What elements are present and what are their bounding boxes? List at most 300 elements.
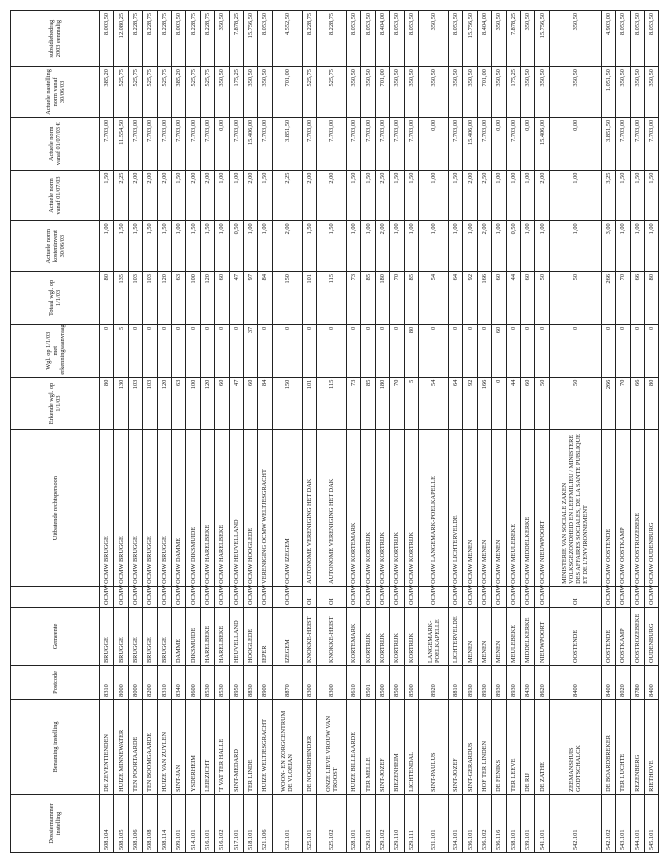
cell-gem: KORTRIJK — [390, 607, 404, 665]
cell-ben: REZENBERG — [630, 699, 644, 794]
cell-uit: OCMW MENEN — [477, 430, 491, 586]
cell-n4: 525,75 — [114, 67, 128, 118]
cell-n1: 1,00 — [258, 221, 272, 272]
cell-uit: OCMW OOSTROZEBEKE — [630, 430, 644, 586]
cell-n2: 1,50 — [100, 170, 114, 221]
cell-n2: 1,50 — [630, 170, 644, 221]
cell-t: OCMW — [128, 586, 142, 607]
cell-pc: 8610 — [347, 666, 361, 700]
cell-n3: 7.703,00 — [616, 117, 630, 170]
cell-n2: 1,00 — [549, 170, 601, 221]
cell-pc: 8900 — [258, 666, 272, 700]
column-header: subsidiebedrag 2003 eenmalig — [11, 11, 100, 67]
cell-gem: MIDDELKERKE — [520, 607, 534, 665]
cell-n4: 350,50 — [404, 67, 418, 118]
cell-ben: YSDERHEIM — [186, 699, 200, 794]
cell-t: OCMW — [143, 586, 157, 607]
cell-ben: LICHTENDAL — [404, 699, 418, 794]
cell-n4: 1.051,50 — [601, 67, 615, 118]
table-row — [449, 11, 463, 853]
cell-n1: 1,50 — [157, 221, 171, 272]
cell-ben: TER LINDE — [243, 699, 257, 794]
cell-n4: 350,50 — [243, 67, 257, 118]
cell-tot: 266 — [601, 272, 615, 325]
cell-t: OCMW — [361, 586, 375, 607]
cell-erk: 130 — [114, 377, 128, 430]
cell-wgl: 5 — [114, 324, 128, 377]
cell-ben: 'T VAT TER HALLE — [215, 699, 229, 794]
column-header: Actuele norm kosteninvent 30/06/03 — [11, 221, 100, 272]
cell-n1: 1,00 — [419, 221, 449, 272]
cell-dos: 542.101 — [549, 794, 601, 852]
cell-gem: KNOKKE-HEIST — [302, 607, 316, 665]
cell-gem: OOSTENDE — [601, 607, 615, 665]
cell-t: OCMW — [463, 586, 477, 607]
table-row — [492, 11, 506, 853]
cell-dos: 525.101 — [302, 794, 316, 852]
cell-n1: 2,00 — [272, 221, 302, 272]
cell-ben: HOF TER LINDEN — [477, 699, 491, 794]
cell-t: OCMW — [229, 586, 243, 607]
cell-wgl: 0 — [419, 324, 449, 377]
cell-tot: 150 — [272, 272, 302, 325]
table-row — [644, 11, 658, 853]
cell-n3: 7.703,00 — [157, 117, 171, 170]
cell-t: OCMW — [390, 586, 404, 607]
cell-gem: OOSTKAMP — [616, 607, 630, 665]
cell-erk: 44 — [506, 377, 520, 430]
cell-wgl: 0 — [347, 324, 361, 377]
cell-n1: 1,00 — [171, 221, 185, 272]
cell-gem: IEPER — [258, 607, 272, 665]
cell-pc: 8000 — [114, 666, 128, 700]
cell-n3: 7.703,00 — [630, 117, 644, 170]
cell-n3: 7.703,00 — [229, 117, 243, 170]
cell-gem: HARELBEKE — [200, 607, 214, 665]
cell-n1: 3,00 — [601, 221, 615, 272]
cell-n4: 350,50 — [535, 67, 549, 118]
cell-tot: 85 — [361, 272, 375, 325]
cell-n2: 3,25 — [601, 170, 615, 221]
cell-n4: 350,50 — [644, 67, 658, 118]
cell-n2: 1,00 — [492, 170, 506, 221]
cell-tot: 80 — [644, 272, 658, 325]
cell-t: OI — [317, 586, 347, 607]
cell-wgl: 0 — [506, 324, 520, 377]
table-row — [601, 11, 615, 853]
cell-n2: 2,25 — [114, 170, 128, 221]
cell-dos: 514.101 — [186, 794, 200, 852]
table-row — [302, 11, 316, 853]
cell-wgl: 0 — [317, 324, 347, 377]
cell-ben: HUIZE MINNEWATER — [114, 699, 128, 794]
cell-gem: OOSTROZEBEKE — [630, 607, 644, 665]
cell-dos: 538.101 — [506, 794, 520, 852]
cell-dos: 508.104 — [100, 794, 114, 852]
cell-erk: 103 — [128, 377, 142, 430]
table-row — [404, 11, 418, 853]
cell-n3: 15.406,00 — [463, 117, 477, 170]
cell-n2: 2,00 — [143, 170, 157, 221]
cell-n2: 1,50 — [347, 170, 361, 221]
cell-gem: KORTRIJK — [361, 607, 375, 665]
cell-gem: MENEN — [463, 607, 477, 665]
cell-n4: 701,00 — [477, 67, 491, 118]
cell-n4: 350,50 — [419, 67, 449, 118]
cell-n1: 1,00 — [520, 221, 534, 272]
cell-dos: 517.101 — [229, 794, 243, 852]
cell-gem: HARELBEKE — [215, 607, 229, 665]
cell-n2: 1,50 — [361, 170, 375, 221]
cell-t: OI — [302, 586, 316, 607]
cell-tot: 63 — [171, 272, 185, 325]
table-row — [361, 11, 375, 853]
cell-uit: OCMW HARELBEKE — [215, 430, 229, 586]
cell-n4: 350,50 — [630, 67, 644, 118]
cell-n4: 525,75 — [302, 67, 316, 118]
cell-sub: 4.552,50 — [272, 11, 302, 67]
cell-erk: 85 — [361, 377, 375, 430]
cell-n2: 2,00 — [463, 170, 477, 221]
cell-dos: 541.101 — [535, 794, 549, 852]
cell-uit: OCMW HOOGLEDE — [243, 430, 257, 586]
cell-n1: 1,50 — [143, 221, 157, 272]
cell-ben: TEN BOOMGAARDE — [143, 699, 157, 794]
cell-n1: 1,50 — [186, 221, 200, 272]
cell-t: OCMW — [419, 586, 449, 607]
cell-sub: 4.903,00 — [601, 11, 615, 67]
cell-erk: 54 — [419, 377, 449, 430]
cell-n4: 525,75 — [143, 67, 157, 118]
table-row — [157, 11, 171, 853]
cell-erk: 115 — [317, 377, 347, 430]
table-row — [229, 11, 243, 853]
cell-t: OCMW — [492, 586, 506, 607]
cell-ben: SINT-MEDARD — [229, 699, 243, 794]
cell-pc: 8920 — [419, 666, 449, 700]
cell-gem: IZEGEM — [272, 607, 302, 665]
cell-tot: 64 — [449, 272, 463, 325]
cell-n3: 11.554,50 — [114, 117, 128, 170]
cell-ben: DE RIJ — [520, 699, 534, 794]
cell-tot: 103 — [143, 272, 157, 325]
cell-sub: 8.053,50 — [630, 11, 644, 67]
cell-uit: OCMW BRUGGE — [114, 430, 128, 586]
cell-uit: AUTONOME VERENIGING HET DAK — [302, 430, 316, 586]
cell-tot: 84 — [258, 272, 272, 325]
cell-n1: 1,50 — [200, 221, 214, 272]
cell-n2: 1,50 — [404, 170, 418, 221]
cell-pc: 8430 — [520, 666, 534, 700]
cell-gem: LANGEMARK-POELKAPELLE — [419, 607, 449, 665]
cell-dos: 518.101 — [243, 794, 257, 852]
table-row — [243, 11, 257, 853]
cell-pc: 8310 — [100, 666, 114, 700]
cell-n3: 7.703,00 — [258, 117, 272, 170]
cell-dos: 521.106 — [258, 794, 272, 852]
cell-n1: 1,00 — [492, 221, 506, 272]
cell-n2: 1,00 — [506, 170, 520, 221]
cell-dos: 509.101 — [171, 794, 185, 852]
cell-n1: 1,50 — [302, 221, 316, 272]
cell-sub: 8.228,75 — [317, 11, 347, 67]
cell-dos: 536.101 — [463, 794, 477, 852]
cell-pc: 8200 — [143, 666, 157, 700]
cell-erk: 103 — [143, 377, 157, 430]
table-row — [258, 11, 272, 853]
cell-wgl: 0 — [100, 324, 114, 377]
cell-n2: 1,50 — [449, 170, 463, 221]
cell-t: OCMW — [630, 586, 644, 607]
cell-uit: OCMW MEULEBEKE — [506, 430, 520, 586]
cell-gem: MENEN — [492, 607, 506, 665]
cell-sub: 8.228,75 — [143, 11, 157, 67]
cell-sub: 8.003,50 — [100, 11, 114, 67]
cell-dos: 544.101 — [630, 794, 644, 852]
cell-gem: HEUVELLAND — [229, 607, 243, 665]
cell-n2: 2,00 — [535, 170, 549, 221]
cell-tot: 54 — [419, 272, 449, 325]
cell-ben: DE ZATHE — [535, 699, 549, 794]
cell-erk: 120 — [200, 377, 214, 430]
cell-wgl: 0 — [361, 324, 375, 377]
table-row — [520, 11, 534, 853]
cell-n2: 2,00 — [302, 170, 316, 221]
cell-uit: OCMW BRUGGE — [143, 430, 157, 586]
column-header: Uitbatende rechtspersoon — [11, 430, 100, 586]
table-row — [128, 11, 142, 853]
cell-t: OCMW — [506, 586, 520, 607]
cell-gem: BRUGGE — [100, 607, 114, 665]
cell-sub: 15.756,50 — [535, 11, 549, 67]
cell-gem: BRUGGE — [157, 607, 171, 665]
cell-n4: 525,75 — [128, 67, 142, 118]
cell-wgl: 0 — [630, 324, 644, 377]
table-row — [215, 11, 229, 853]
cell-pc: 8400 — [601, 666, 615, 700]
cell-erk: 266 — [601, 377, 615, 430]
cell-erk: 101 — [302, 377, 316, 430]
cell-pc: 8870 — [272, 666, 302, 700]
cell-n3: 7.703,00 — [302, 117, 316, 170]
cell-t: OCMW — [258, 586, 272, 607]
column-header — [11, 586, 100, 607]
cell-n3: 7.703,00 — [390, 117, 404, 170]
cell-pc: 8400 — [644, 666, 658, 700]
cell-sub: 8.053,50 — [644, 11, 658, 67]
cell-gem: KNOKKE-HEIST — [317, 607, 347, 665]
cell-tot: 50 — [535, 272, 549, 325]
cell-gem: HOOGLEDE — [243, 607, 257, 665]
cell-t: OCMW — [100, 586, 114, 607]
cell-n3: 0,00 — [419, 117, 449, 170]
cell-erk: 100 — [186, 377, 200, 430]
cell-sub: 15.756,50 — [243, 11, 257, 67]
cell-sub: 8.228,75 — [128, 11, 142, 67]
table-row — [171, 11, 185, 853]
cell-tot: 66 — [630, 272, 644, 325]
cell-pc: 8020 — [616, 666, 630, 700]
table-row — [200, 11, 214, 853]
cell-n4: 701,00 — [375, 67, 389, 118]
cell-pc: 8500 — [404, 666, 418, 700]
cell-n1: 1,00 — [347, 221, 361, 272]
cell-sub: 8.228,75 — [200, 11, 214, 67]
cell-n2: 1,00 — [520, 170, 534, 221]
cell-n1: 1,00 — [644, 221, 658, 272]
cell-t: OCMW — [520, 586, 534, 607]
table-row — [143, 11, 157, 853]
cell-tot: 166 — [477, 272, 491, 325]
cell-n4: 175,25 — [229, 67, 243, 118]
cell-pc: 8340 — [171, 666, 185, 700]
cell-ben: HUIZE WELTJESGRACHT — [258, 699, 272, 794]
column-header: Postcode — [11, 666, 100, 700]
cell-n1: 1,00 — [630, 221, 644, 272]
cell-n3: 7.703,00 — [171, 117, 185, 170]
cell-dos: 516.101 — [200, 794, 214, 852]
cell-erk: 50 — [535, 377, 549, 430]
cell-t: OCMW — [601, 586, 615, 607]
column-header: Dossiernummer instelling — [11, 794, 100, 852]
cell-n1: 1,50 — [114, 221, 128, 272]
cell-erk: 120 — [157, 377, 171, 430]
table-row — [100, 11, 114, 853]
cell-pc: 8530 — [215, 666, 229, 700]
cell-pc: 8530 — [200, 666, 214, 700]
cell-sub: 8.404,00 — [477, 11, 491, 67]
cell-tot: 135 — [114, 272, 128, 325]
cell-tot: 120 — [200, 272, 214, 325]
cell-n3: 0,00 — [520, 117, 534, 170]
cell-ben: TEN POORTAARDE — [128, 699, 142, 794]
cell-n1: 2,00 — [477, 221, 491, 272]
cell-wgl: 0 — [229, 324, 243, 377]
cell-ben: TER LEEVE — [506, 699, 520, 794]
cell-dos: 531.101 — [419, 794, 449, 852]
cell-uit: AUTONOME VERENIGING HET DAK — [317, 430, 347, 586]
cell-t: OI — [549, 586, 601, 607]
cell-pc: 8500 — [390, 666, 404, 700]
cell-n1: 1,00 — [463, 221, 477, 272]
cell-uit: OCMW BRUGGE — [128, 430, 142, 586]
cell-sub: 350,50 — [492, 11, 506, 67]
column-header: Erkende wgl. op 1/1/03 — [11, 377, 100, 430]
cell-erk: 70 — [616, 377, 630, 430]
cell-pc: 8930 — [506, 666, 520, 700]
cell-n3: 15.406,00 — [243, 117, 257, 170]
cell-erk: 80 — [100, 377, 114, 430]
cell-pc: 8810 — [449, 666, 463, 700]
cell-n3: 7.703,00 — [347, 117, 361, 170]
cell-ben: DE NOORDHINDER — [302, 699, 316, 794]
table-body — [100, 11, 659, 853]
table-row — [535, 11, 549, 853]
cell-dos: 543.101 — [616, 794, 630, 852]
cell-gem: BRUGGE — [143, 607, 157, 665]
cell-uit: OCMW DIKSMUIDE — [186, 430, 200, 586]
cell-sub: 8.404,00 — [375, 11, 389, 67]
cell-n3: 7.703,00 — [477, 117, 491, 170]
cell-sub: 8.053,50 — [361, 11, 375, 67]
cell-n2: 1,50 — [390, 170, 404, 221]
cell-ben: HUIZE BILLEAARDE — [347, 699, 361, 794]
cell-gem: NIEUWPOORT — [535, 607, 549, 665]
cell-n3: 0,00 — [492, 117, 506, 170]
cell-t: OCMW — [157, 586, 171, 607]
cell-n1: 0,50 — [229, 221, 243, 272]
cell-uit: OCMW OOSTENDE — [601, 430, 615, 586]
cell-uit: VERENIGING OCMW WELTJESGRACHT — [258, 430, 272, 586]
cell-n2: 2,50 — [477, 170, 491, 221]
cell-n3: 7.703,00 — [143, 117, 157, 170]
cell-tot: 180 — [375, 272, 389, 325]
cell-n3: 7.703,00 — [404, 117, 418, 170]
table-row — [419, 11, 449, 853]
cell-wgl: 0 — [520, 324, 534, 377]
cell-n1: 1,00 — [215, 221, 229, 272]
cell-t: OCMW — [616, 586, 630, 607]
column-header: Wgl. op 1/1/03 met erkenningsaanvraag — [11, 324, 100, 377]
cell-tot: 70 — [390, 272, 404, 325]
cell-tot: 101 — [302, 272, 316, 325]
cell-ben: SINT-JOZEF — [449, 699, 463, 794]
cell-pc: 8930 — [492, 666, 506, 700]
table-row — [506, 11, 520, 853]
cell-erk: 0 — [492, 377, 506, 430]
cell-tot: 80 — [100, 272, 114, 325]
cell-n2: 1,50 — [644, 170, 658, 221]
cell-wgl: 0 — [449, 324, 463, 377]
cell-erk: 47 — [229, 377, 243, 430]
cell-tot: 44 — [506, 272, 520, 325]
cell-n4: 525,75 — [200, 67, 214, 118]
cell-t: OCMW — [272, 586, 302, 607]
cell-wgl: 0 — [549, 324, 601, 377]
cell-t: OCMW — [186, 586, 200, 607]
table-row — [317, 11, 347, 853]
cell-wgl: 0 — [200, 324, 214, 377]
cell-tot: 115 — [317, 272, 347, 325]
cell-n2: 2,00 — [243, 170, 257, 221]
cell-t: OCMW — [404, 586, 418, 607]
cell-dos: 516.102 — [215, 794, 229, 852]
cell-dos: 536.116 — [492, 794, 506, 852]
cell-erk: 92 — [463, 377, 477, 430]
cell-wgl: 80 — [404, 324, 418, 377]
cell-uit: OCMW BRUGGE — [100, 430, 114, 586]
cell-uit: OCMW BRUGGE — [157, 430, 171, 586]
cell-uit: OCMW MENEN — [492, 430, 506, 586]
cell-sub: 350,50 — [419, 11, 449, 67]
table-row — [549, 11, 601, 853]
cell-wgl: 0 — [535, 324, 549, 377]
cell-wgl: 0 — [157, 324, 171, 377]
cell-ben: WOON- EN ZORGCENTRUM DE VLOEIAN — [272, 699, 302, 794]
cell-wgl: 0 — [463, 324, 477, 377]
cell-sub: 8.053,50 — [449, 11, 463, 67]
cell-n3: 0,00 — [215, 117, 229, 170]
cell-sub: 8.228,75 — [302, 11, 316, 67]
cell-n3: 7.703,00 — [100, 117, 114, 170]
cell-t: OCMW — [215, 586, 229, 607]
cell-pc: 8600 — [186, 666, 200, 700]
cell-n2: 1,50 — [171, 170, 185, 221]
cell-wgl: 37 — [243, 324, 257, 377]
cell-erk: 84 — [258, 377, 272, 430]
cell-pc: 8501 — [361, 666, 375, 700]
cell-n3: 7.703,00 — [449, 117, 463, 170]
